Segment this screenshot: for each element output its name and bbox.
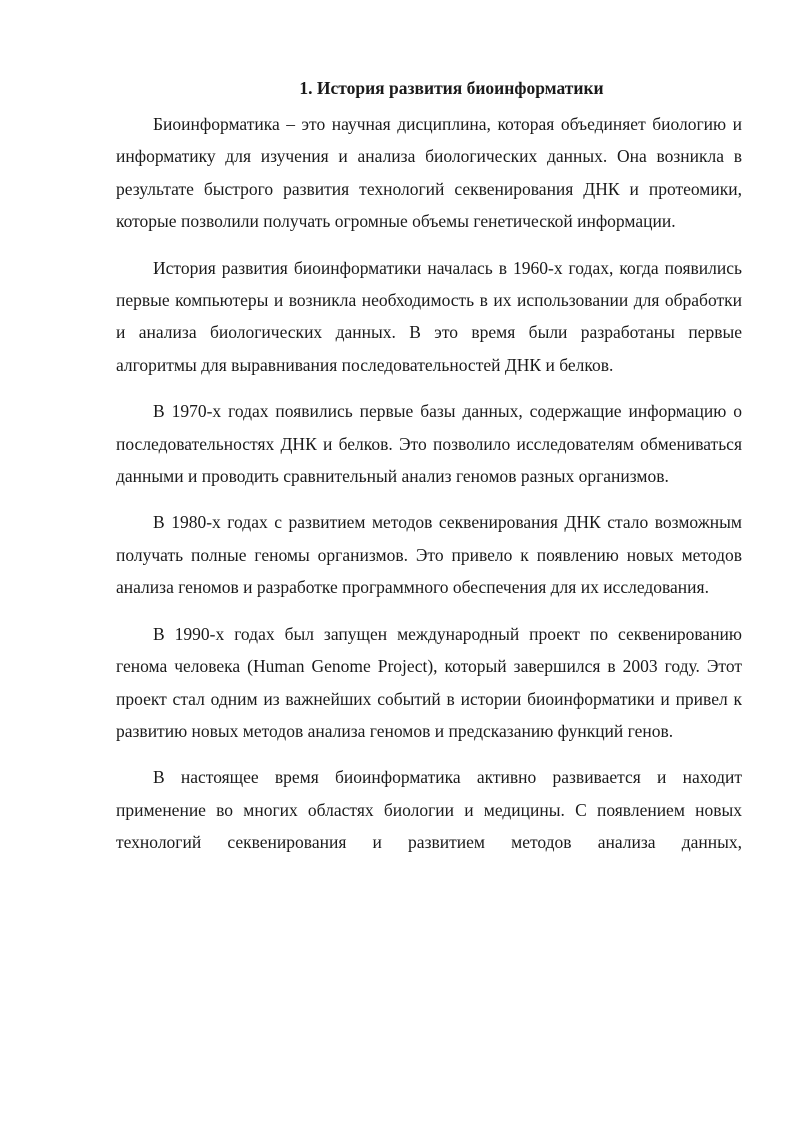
paragraph-present: В настоящее время биоинформатика активно развивается и находит применение во многих областях биологии и медицины. С появлением новых технологий секвенирования и развитием методов анализа данных, <box>116 767 742 853</box>
paragraph-1970s: В 1970-х годах появились первые базы данных, содержащие информацию о последовательностях ДНК и белков. Это позволило исследователям обмениваться данными и проводить сравнительный анализ геномов разных организмов. <box>116 401 742 487</box>
paragraph-intro: Биоинформатика – это научная дисциплина, которая объединяет биологию и информатику для изучения и анализа биологических данных. Она возникла в результате быстрого развития технологий секвенирования ДНК и протеомики, которые позволили получать огромные объемы генетической информации. <box>116 114 742 232</box>
paragraph-1960s: История развития биоинформатики началась в 1960-х годах, когда появились первые компьютеры и возникла необходимость в их использовании для обработки и анализа биологических данных. В это время были разработаны первые алгоритмы для выравнивания последовательностей ДНК и белков. <box>116 257 742 375</box>
paragraph-1990s: В 1990-х годах был запущен международный проект по секвенированию генома человека (Human Genome Project), который завершился в 2003 году. Этот проект стал одним из важнейших событий в истории биоинформатики и привел к развитию новых методов анализа геномов и предсказанию функций генов. <box>116 623 742 741</box>
section-heading: 1. История развития биоинформатики <box>299 78 604 98</box>
paragraph-1980s: В 1980-х годах с развитием методов секвенирования ДНК стало возможным получать полные геномы организмов. Это привело к появлению новых методов анализа геномов и разработке программного обеспечения для их исследования. <box>116 512 742 598</box>
